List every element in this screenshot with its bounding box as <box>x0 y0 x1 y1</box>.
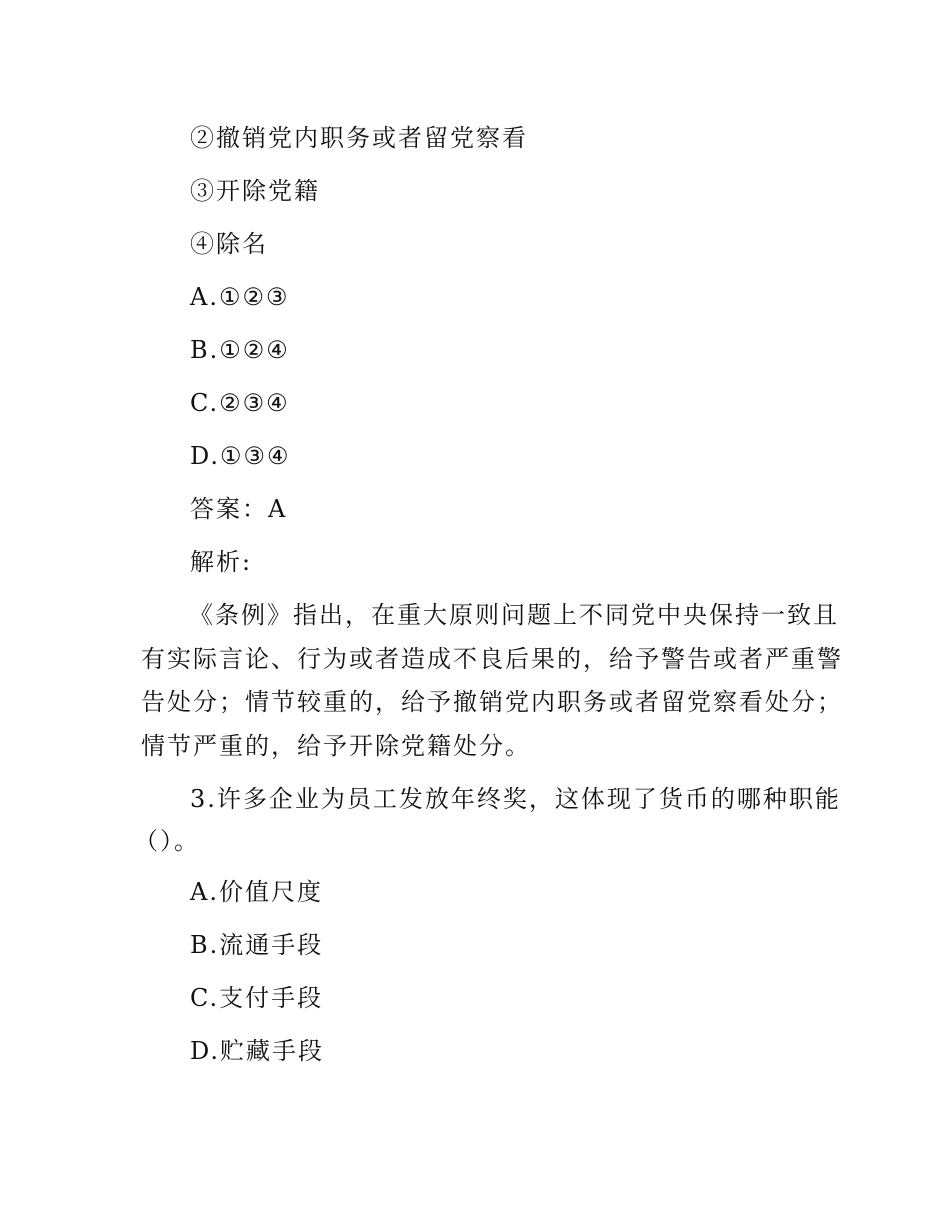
answer-line: 答案：A <box>190 495 288 523</box>
q3-choice-a: A.价值尺度 <box>190 878 323 906</box>
analysis-line-3: 告处分；情节较重的，给予撤销党内职务或者留党察看处分； <box>141 688 843 716</box>
question-3-line-2: （）。 <box>134 827 200 855</box>
question-3-line-1: 3.许多企业为员工发放年终奖，这体现了货币的哪种职能 <box>190 785 841 813</box>
choice-a: A.①②③ <box>190 283 290 311</box>
option-2: ②撤销党内职务或者留党察看 <box>190 124 528 152</box>
analysis-line-1: 《条例》指出，在重大原则问题上不同党中央保持一致且 <box>189 601 839 629</box>
analysis-line-4: 情节严重的，给予开除党籍处分。 <box>141 732 531 760</box>
analysis-label: 解析: <box>190 548 253 576</box>
choice-b: B.①②④ <box>190 336 290 364</box>
option-4: ④除名 <box>190 230 268 258</box>
choice-c: C.②③④ <box>190 389 290 417</box>
q3-choice-c: C.支付手段 <box>190 984 324 1012</box>
analysis-line-2: 有实际言论、行为或者造成不良后果的，给予警告或者严重警 <box>141 645 843 673</box>
q3-choice-d: D.贮藏手段 <box>190 1037 325 1065</box>
option-3: ③开除党籍 <box>190 177 320 205</box>
q3-choice-b: B.流通手段 <box>190 931 324 959</box>
choice-d: D.①③④ <box>190 442 291 470</box>
